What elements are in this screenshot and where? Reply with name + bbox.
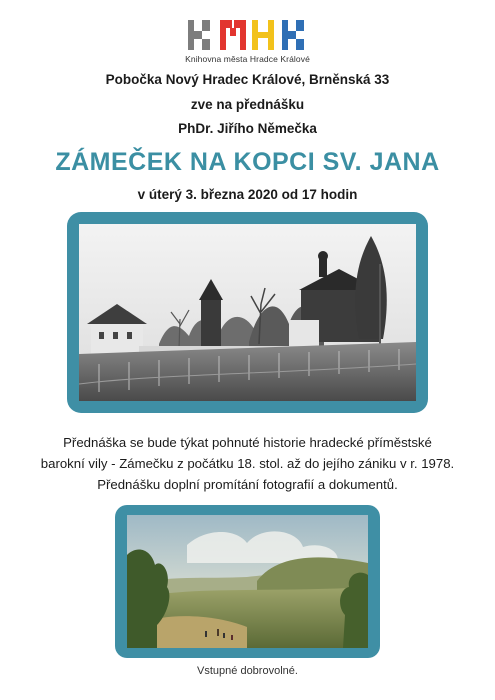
- description-line: barokní vily - Zámečku z počátku 18. stol. až do jejího zániku v r. 1978.: [40, 456, 455, 471]
- library-name: Knihovna města Hradce Králové: [185, 54, 310, 64]
- event-title: ZÁMEČEK NA KOPCI SV. JANA: [55, 148, 440, 176]
- historic-painting: [127, 515, 368, 648]
- library-logo: [0, 18, 495, 64]
- photo-frame-bottom: [115, 505, 380, 658]
- speaker-name: PhDr. Jiřího Němečka: [178, 121, 317, 136]
- photo-frame-top: [67, 212, 428, 413]
- event-description: [0, 432, 495, 495]
- invitation-text: zve na přednášku: [190, 97, 305, 112]
- kmhk-logo-mark: [186, 18, 310, 52]
- historic-photo: [79, 224, 416, 401]
- description-line: Přednáška se bude týkat pohnuté historie hradecké příměstské: [63, 435, 432, 450]
- description-line: Přednášku doplní promítání fotografií a dokumentů.: [97, 477, 398, 492]
- branch-address: Pobočka Nový Hradec Králové, Brněnská 33: [105, 72, 390, 87]
- event-date: v úterý 3. března 2020 od 17 hodin: [137, 187, 358, 202]
- admission-note: Vstupné dobrovolné.: [197, 665, 298, 677]
